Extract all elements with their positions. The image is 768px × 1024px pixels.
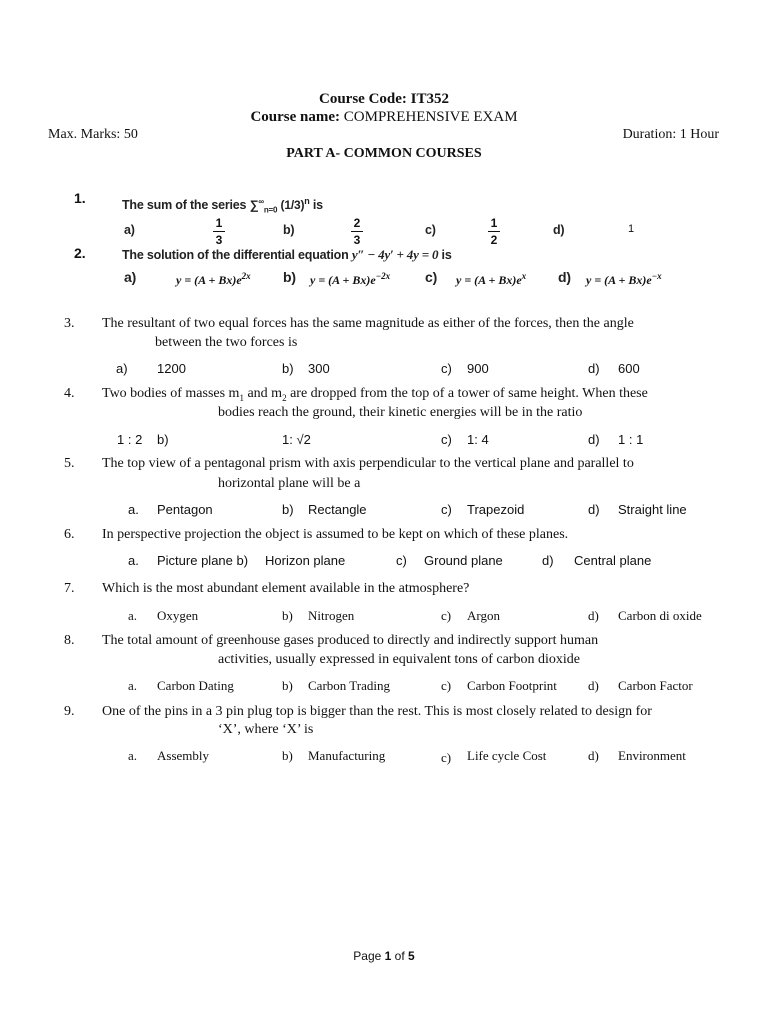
q1-option-a-value: 1 3 <box>213 216 225 247</box>
q9-text-line2: ‘X’, where ‘X’ is <box>218 722 314 737</box>
q8-option-c-label: c) <box>441 678 452 693</box>
q2-text <box>122 247 452 263</box>
page-of: of <box>391 949 409 963</box>
course-name: COMPREHENSIVE EXAM <box>343 109 518 125</box>
q4-option-d-label: d) <box>588 432 600 447</box>
course-name-label: Course name: <box>250 109 341 125</box>
q7-option-b-value: Nitrogen <box>308 608 355 623</box>
q5-option-c-value: Trapezoid <box>467 502 525 517</box>
q5-option-d-value: Straight line <box>618 502 687 517</box>
q7-number: 7. <box>64 581 75 596</box>
q7-text-line1: Which is the most abundant element available in the atmosphere? <box>102 581 470 596</box>
q9-option-a-label: a. <box>128 748 138 763</box>
q4-option-c-value: 1: 4 <box>467 432 489 447</box>
q2-equation: y″ − 4y′ + 4y = 0 <box>351 247 439 262</box>
q1-sum-lower: n=0 <box>263 205 278 215</box>
q3-option-c-label: c) <box>441 361 452 376</box>
q7-option-c-value: Argon <box>467 608 500 623</box>
q5-option-b-label: b) <box>282 502 294 517</box>
q8-option-b-label: b) <box>282 678 293 693</box>
q1-text <box>122 196 323 215</box>
q8-option-c-value: Carbon Footprint <box>467 678 557 693</box>
part-heading: PART A- COMMON COURSES <box>286 146 482 161</box>
q6-text-line1: In perspective projection the object is assumed to be kept on which of these planes. <box>102 527 569 542</box>
q1-number: 1. <box>74 190 86 206</box>
q9-option-a-value: Assembly <box>157 748 209 763</box>
q8-number: 8. <box>64 633 75 648</box>
q4-option-b-label: b) <box>157 432 169 447</box>
q5-option-d-label: d) <box>588 502 600 517</box>
q2-option-a-value: $y = (A + Bx)e^{2x}$ <box>176 271 251 287</box>
q4-option-a-value: 1 : 2 <box>117 432 143 447</box>
q8-option-a-value: Carbon Dating <box>157 678 234 693</box>
q3-option-c-value: 900 <box>467 361 489 376</box>
q1-option-c-label: c) <box>425 223 436 237</box>
course-name-line <box>0 109 768 126</box>
q6-number: 6. <box>64 527 75 542</box>
q5-option-a-value: Pentagon <box>157 502 213 517</box>
q2-option-c-value: $y = (A + Bx)e^x$ <box>456 271 527 287</box>
q2-option-c-label: c) <box>425 269 438 285</box>
q9-option-c-value: Life cycle Cost <box>467 748 547 763</box>
q6-option-d-value: Central plane <box>574 553 652 568</box>
q3-text-line2: between the two forces is <box>155 335 298 350</box>
q5-text-line2: horizontal plane will be a <box>218 476 361 491</box>
course-code: Course Code: IT352 <box>319 91 449 107</box>
q9-option-d-value: Environment <box>618 748 686 763</box>
q1-option-b-value: 2 3 <box>351 216 363 247</box>
q4-number: 4. <box>64 386 75 401</box>
q9-number: 9. <box>64 704 75 719</box>
q2-question: The solution of the differential equation <box>122 248 349 262</box>
q2-option-a-label: a) <box>124 269 137 285</box>
q7-option-a-value: Oxygen <box>157 608 199 623</box>
q8-option-a-label: a. <box>128 678 138 693</box>
page-current: 1 <box>384 949 392 963</box>
q1-option-c-value: 1 2 <box>488 216 500 247</box>
q9-text-line1: One of the pins in a 3 pin plug top is bigger than the rest. This is most closely related to design for <box>102 704 652 719</box>
q1-option-d-label: d) <box>553 223 565 237</box>
q4-option-c-label: c) <box>441 432 452 447</box>
q4-text-line2: bodies reach the ground, their kinetic energies will be in the ratio <box>218 405 583 420</box>
q7-option-a-label: a. <box>128 608 138 623</box>
q9-option-d-label: d) <box>588 748 599 763</box>
q3-text-line1: The resultant of two equal forces has the same magnitude as either of the forces, then the angle <box>102 316 634 331</box>
q4-option-b-value: 1: √2 <box>282 432 311 447</box>
q2-option-b-value: $y = (A + Bx)e^{-2x}$ <box>310 271 391 287</box>
q5-option-a-label: a. <box>128 502 139 517</box>
q3-option-b-label: b) <box>282 361 294 376</box>
q9-option-b-label: b) <box>282 748 293 763</box>
q5-text-line1: The top view of a pentagonal prism with axis perpendicular to the vertical plane and parallel to <box>102 456 634 471</box>
q1-option-d-value: 1 <box>628 223 635 235</box>
q6-option-a-label: a. <box>128 553 139 568</box>
q6-option-b-value: Horizon plane <box>265 553 346 568</box>
q3-number: 3. <box>64 316 75 331</box>
q4-option-d-value: 1 : 1 <box>618 432 644 447</box>
q7-option-d-label: d) <box>588 608 599 623</box>
q1-question: The sum of the series <box>122 198 247 212</box>
q8-text-line2: activities, usually expressed in equivalent tons of carbon dioxide <box>218 652 580 667</box>
q1-option-a-label: a) <box>124 223 135 237</box>
q1-sum-upper: ∞ <box>258 196 264 206</box>
q6-option-c-label: c) <box>396 553 407 568</box>
q7-option-b-label: b) <box>282 608 293 623</box>
q5-option-b-value: Rectangle <box>308 502 367 517</box>
q2-number: 2. <box>74 245 86 261</box>
q9-option-c-label: c) <box>441 750 452 765</box>
q7-option-c-label: c) <box>441 608 452 623</box>
q6-option-c-value: Ground plane <box>424 553 503 568</box>
q4-text-line1: Two bodies of masses $m_1$ and $m_2$ are dropped from the top of a tower of same height. When these <box>102 386 648 403</box>
q3-option-b-value: 300 <box>308 361 330 376</box>
q3-option-a-label: a) <box>116 361 128 376</box>
q2-option-b-label: b) <box>283 269 296 285</box>
q7-option-d-value: Carbon di oxide <box>618 608 702 623</box>
q3-option-a-value: 1200 <box>157 361 186 376</box>
q2-is: is <box>441 248 452 262</box>
q6-option-d-label: d) <box>542 553 554 568</box>
q9-option-b-value: Manufacturing <box>308 748 386 763</box>
q1-is: is <box>312 198 323 212</box>
q5-option-c-label: c) <box>441 502 452 517</box>
q2-option-d-value: $y = (A + Bx)e^{-x}$ <box>586 271 662 287</box>
page-number <box>0 949 768 963</box>
q1-sum-symbol: ∑ <box>249 198 259 212</box>
q8-text-line1: The total amount of greenhouse gases produced to directly and indirectly support human <box>102 633 599 648</box>
max-marks: Max. Marks: 50 <box>48 127 138 142</box>
duration: Duration: 1 Hour <box>622 127 719 142</box>
q1-paren-fraction: $(1/3)^n$ <box>280 196 310 212</box>
q5-number: 5. <box>64 456 75 471</box>
q6-option-a-value: Picture plane b) <box>157 553 249 568</box>
q3-option-d-label: d) <box>588 361 600 376</box>
q3-option-d-value: 600 <box>618 361 640 376</box>
q8-option-d-value: Carbon Factor <box>618 678 693 693</box>
q8-option-b-value: Carbon Trading <box>308 678 390 693</box>
page-total: 5 <box>408 949 415 963</box>
q1-option-b-label: b) <box>283 223 295 237</box>
q2-option-d-label: d) <box>558 269 571 285</box>
page-prefix: Page <box>353 949 385 963</box>
q8-option-d-label: d) <box>588 678 599 693</box>
